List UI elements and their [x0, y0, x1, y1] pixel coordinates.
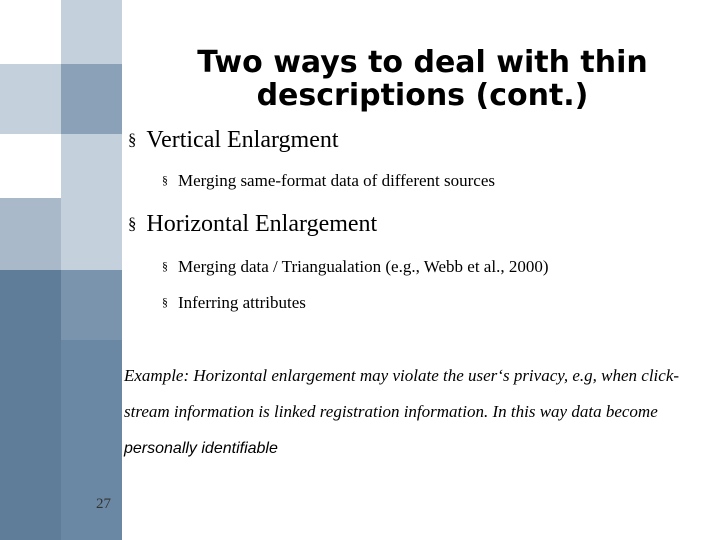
bullet-text: Merging same-format data of different sources: [177, 171, 496, 190]
example-emphasis: personally identifiable: [124, 440, 278, 457]
sidebar-tile: [61, 270, 122, 340]
bullet-level2: [162, 293, 306, 313]
sidebar-tile: [61, 134, 122, 198]
decorative-sidebar: [0, 0, 122, 540]
sidebar-tile: [0, 198, 61, 270]
sidebar-tile: [0, 134, 61, 198]
sidebar-tile: [0, 270, 61, 540]
bullet-level2: [162, 171, 495, 191]
page-number: 27: [96, 496, 111, 512]
slide-title: Two ways to deal with thin descriptions (cont.): [197, 45, 648, 113]
bullet-text: Inferring attributes: [177, 293, 306, 312]
sidebar-tile: [0, 0, 61, 64]
example-text: Example: Horizontal enlargement may violate the user‘s privacy, e.g, when click-stream information is linked registration information. In this way data become: [124, 366, 680, 421]
example-paragraph: [124, 358, 716, 467]
bullet-marker: §: [162, 173, 168, 187]
bullet-text: Merging data / Triangualation (e.g., Webb et al., 2000): [177, 257, 549, 276]
sidebar-tile: [61, 64, 122, 134]
bullet-level1: [128, 127, 339, 154]
sidebar-tile: [61, 340, 122, 540]
bullet-level1: [128, 211, 377, 238]
bullet-marker: §: [162, 259, 168, 273]
bullet-text: Horizontal Enlargement: [146, 211, 378, 237]
bullet-marker: §: [128, 130, 137, 149]
bullet-level2: [162, 257, 548, 277]
bullet-marker: §: [162, 295, 168, 309]
sidebar-tile: [61, 198, 122, 270]
bullet-marker: §: [128, 214, 137, 233]
bullet-text: Vertical Enlargment: [146, 127, 339, 153]
sidebar-tile: [61, 0, 122, 64]
sidebar-tile: [0, 64, 61, 134]
